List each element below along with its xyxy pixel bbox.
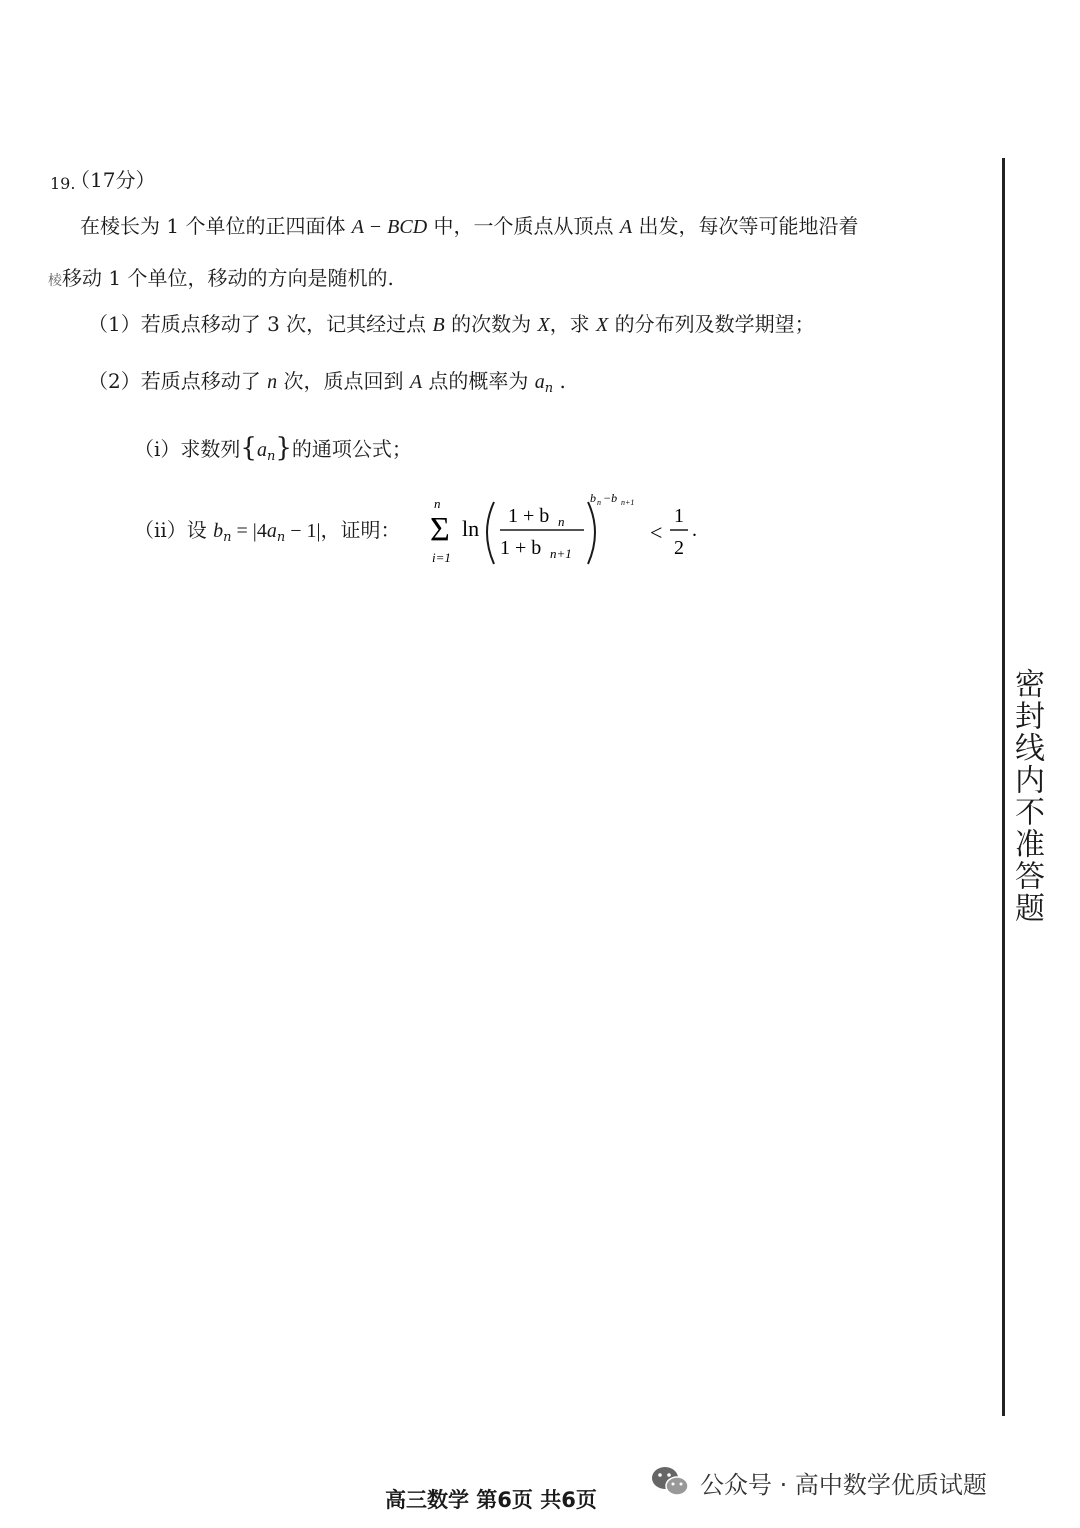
- rhs-numerator: 1: [674, 505, 684, 527]
- part-2-ii: [134, 518, 401, 550]
- sum-lower: i=1: [432, 550, 451, 565]
- sigma-symbol: Σ: [430, 511, 450, 548]
- sum-upper: n: [434, 496, 441, 511]
- var-x: X: [537, 314, 550, 336]
- subpart-label: （ii）: [134, 518, 187, 542]
- part-label: （1）: [88, 312, 141, 336]
- stem-text: 在棱长为 1 个单位的正四面体: [80, 214, 352, 238]
- part-text: 的次数为: [444, 312, 538, 336]
- subpart-text: 设: [186, 518, 214, 542]
- part-text: .: [553, 369, 566, 393]
- var-a: a: [266, 520, 277, 542]
- part-label: （2）: [88, 369, 141, 393]
- subpart-text: ，证明：: [320, 518, 401, 542]
- inequality-formula: [430, 491, 712, 576]
- watermark: [650, 1462, 987, 1502]
- question-number: 19.: [50, 174, 76, 193]
- seal-text: 密封线内不准答题: [1009, 668, 1044, 924]
- exponent-sub2: n+1: [621, 498, 635, 507]
- var-an: a: [534, 371, 545, 393]
- paren-right: [588, 502, 595, 564]
- exponent-b: b: [590, 491, 596, 505]
- subscript: n: [544, 381, 554, 396]
- denominator: 1 + b: [500, 537, 542, 559]
- subpart-text: 的通项公式；: [291, 437, 412, 461]
- part-text: 次，质点回到: [277, 369, 410, 393]
- brace-right: }: [275, 433, 292, 463]
- seq-var: a: [256, 439, 267, 461]
- equation-part: = |4: [231, 520, 267, 542]
- var-b: b: [213, 520, 224, 542]
- part-text: 的分布列及数学期望；: [608, 312, 815, 336]
- exponent-sub1: n: [597, 498, 601, 507]
- ln-label: ln: [462, 516, 480, 541]
- var-n: n: [267, 371, 278, 393]
- stem-text: 出发，每次等可能地沿着: [632, 214, 859, 238]
- question-stem-line1: [80, 214, 858, 239]
- vertex-a: A: [619, 216, 633, 238]
- part-text: 若质点移动了 3 次，记其经过点: [140, 312, 433, 336]
- equation-part: − 1|: [285, 520, 321, 542]
- var-a: A: [409, 371, 423, 393]
- period: .: [692, 519, 697, 541]
- stem-text: 中，一个质点从顶点: [427, 214, 620, 238]
- part-text: 若质点移动了: [140, 369, 268, 393]
- denominator-sub: n+1: [550, 546, 572, 561]
- stem-cutoff-char: 棱: [48, 273, 62, 289]
- subscript: n: [276, 530, 286, 545]
- question-stem-line2: [48, 266, 394, 293]
- stem-text: 移动 1 个单位，移动的方向是随机的.: [62, 266, 394, 290]
- var-b: B: [432, 314, 445, 336]
- subpart-text: 求数列: [180, 437, 241, 461]
- part-2-i: [134, 433, 412, 469]
- tetrahedron-name: A − BCD: [351, 216, 428, 238]
- paren-left: [487, 502, 494, 564]
- watermark-text: 公众号 · 高中数学优质试题: [700, 1470, 987, 1499]
- exponent-mid: −b: [603, 491, 618, 505]
- question-points: （17分）: [70, 168, 156, 192]
- page-footer: 高三数学 第6页 共6页: [385, 1488, 597, 1512]
- var-x: X: [596, 314, 609, 336]
- part-text: 点的概率为: [422, 369, 535, 393]
- less-than: <: [650, 520, 663, 545]
- subscript: n: [223, 530, 232, 545]
- numerator: 1 + b: [508, 505, 550, 527]
- subpart-label: （i）: [134, 437, 181, 461]
- brace-left: {: [240, 433, 257, 463]
- part-1: [88, 312, 815, 337]
- subscript: n: [266, 449, 276, 464]
- part-text: ，求: [549, 312, 597, 336]
- rhs-denominator: 2: [674, 537, 684, 559]
- part-2: [88, 369, 566, 401]
- numerator-sub: n: [558, 514, 565, 529]
- wechat-icon: [650, 1465, 690, 1499]
